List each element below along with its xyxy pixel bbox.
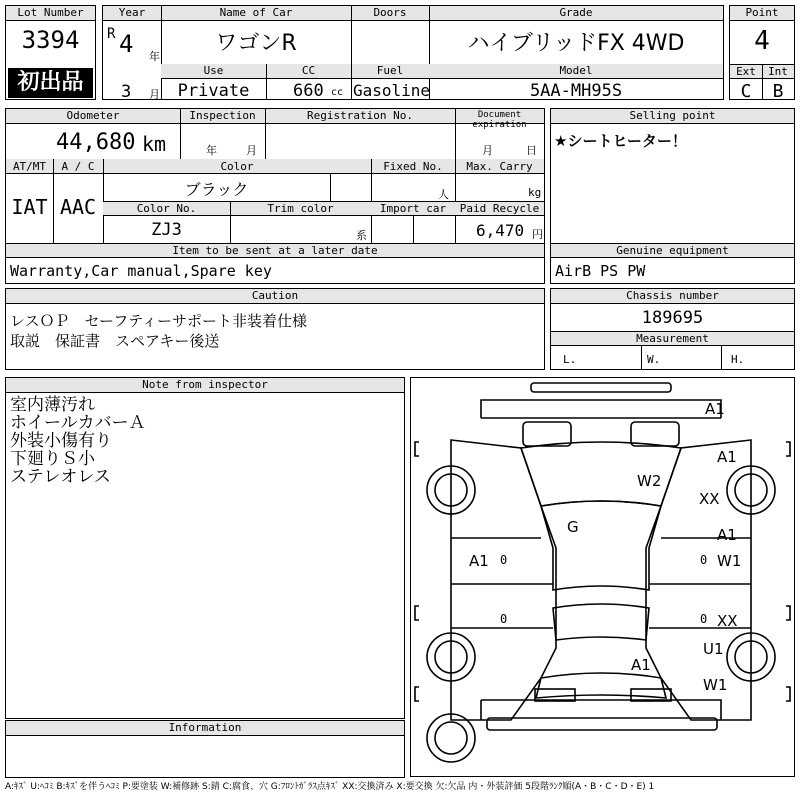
chassis-label: Chassis number: [551, 289, 794, 304]
cc-label: CC: [301, 64, 316, 77]
use-label: Use: [203, 64, 224, 77]
color-no: ZJ3: [151, 220, 182, 240]
car-name-label: Name of Car: [219, 6, 293, 19]
details-box: [5, 108, 545, 284]
mark-right-front-wheel: XX: [699, 490, 720, 508]
inspector-note: ステレオレス: [10, 467, 111, 487]
month-unit: 月: [149, 88, 160, 101]
doc-expiration-label: Document expiration: [472, 110, 527, 130]
fixed-no-unit: 人: [438, 188, 449, 201]
model-label: Model: [559, 64, 593, 77]
model: 5AA-MH95S: [529, 81, 623, 101]
length-label: L.: [563, 353, 577, 366]
later-items: Warranty,Car manual,Spare key: [10, 262, 272, 280]
ac-label: A / C: [61, 160, 95, 173]
fixed-no-label: Fixed No.: [383, 160, 443, 173]
mark-right-front-door: A1: [717, 526, 737, 544]
color: ブラック: [184, 180, 249, 199]
width-label: W.: [647, 353, 661, 366]
use: Private: [177, 81, 250, 101]
trim-unit: 系: [356, 229, 367, 242]
mark-right-rear-door: XX: [717, 612, 738, 630]
vehicle-info-box: [102, 5, 724, 100]
mark-rear-right: W1: [703, 676, 728, 694]
color-label: Color: [220, 160, 254, 173]
genuine-equipment: AirB PS PW: [555, 262, 646, 280]
mark-zero: 0: [500, 612, 508, 626]
max-carry-unit: kg: [528, 186, 542, 199]
year-unit: 年: [149, 50, 160, 63]
inspector-note: 下廻りＳ小: [10, 449, 95, 469]
mark-zero: 0: [700, 553, 708, 567]
ext-grade: C: [740, 81, 752, 102]
year: 4: [119, 30, 134, 58]
caution-line2: 取説 保証書 スペアキー後送: [10, 332, 220, 350]
lot-number-box: [5, 5, 96, 100]
mark-right-rear-fender: U1: [703, 640, 724, 658]
month: 3: [121, 82, 132, 102]
inspector-label: Note from inspector: [6, 378, 404, 393]
odometer-unit: km: [142, 132, 167, 156]
paid-recycle-label: Paid Recycle: [459, 202, 540, 215]
color-no-label: Color No.: [136, 202, 197, 215]
atmt: IAT: [11, 195, 48, 219]
mark-right-front-fender: A1: [717, 448, 737, 466]
paid-recycle: 6,470: [476, 221, 525, 240]
genuine-label: Genuine equipment: [616, 244, 729, 257]
selling-point: ★シートヒーター！: [554, 132, 687, 150]
mark-rear: A1: [631, 656, 651, 674]
car-name: ワゴンR: [215, 31, 297, 56]
atmt-label: AT/MT: [12, 160, 47, 173]
point: 4: [754, 26, 770, 56]
measurement-label: Measurement: [636, 332, 709, 345]
mark-roof: W2: [637, 472, 662, 490]
cc-unit: cc: [331, 87, 344, 98]
chassis-box: [550, 288, 795, 370]
inspection-label: Inspection: [189, 109, 256, 122]
inspector-box: [5, 377, 405, 719]
doc-day-unit: 日: [526, 144, 537, 157]
mark-center-glass: G: [567, 518, 579, 536]
inspector-note: 外装小傷有り: [10, 431, 112, 451]
later-label: Item to be sent at a later date: [172, 244, 378, 257]
import-car-label: Import car: [379, 202, 447, 215]
selling-box: [550, 108, 795, 284]
point-box: [729, 5, 795, 100]
max-carry-label: Max. Carry: [466, 160, 533, 173]
information-box: [5, 720, 405, 778]
grade: ハイブリッドFX 4WD: [467, 31, 685, 56]
mark-zero: 0: [700, 612, 708, 626]
first-listing-badge: 初出品: [8, 68, 93, 98]
inspection-year-unit: 年: [206, 144, 217, 157]
selling-point-label: Selling point: [551, 109, 794, 124]
ext-label: Ext: [736, 65, 756, 78]
odometer-label: Odometer: [66, 109, 120, 122]
int-grade: B: [772, 81, 784, 102]
grade-label: Grade: [559, 6, 593, 19]
chassis-number: 189695: [641, 308, 704, 328]
lot-number-label: Lot Number: [6, 6, 95, 21]
doors-label: Doors: [373, 6, 407, 19]
legend: A:ｷｽﾞ U:ﾍｺﾐ B:ｷｽﾞを伴うﾍｺﾐ P:要塗装 W:補修跡 S:錆 C:腐食、穴 G:ﾌﾛﾝﾄｶﾞﾗｽ点ｷｽﾞ XX:交換済み X:要交換 欠:欠品 内・外装評価 5段階ﾗﾝｸ順(A・B・C・D・E) 1: [5, 782, 655, 792]
mark-left-front-door: A1: [469, 552, 489, 570]
mark-right-front-door-w: W1: [717, 552, 742, 570]
doc-month-unit: 月: [482, 144, 493, 157]
trim-color-label: Trim color: [267, 202, 334, 215]
fuel-label: Fuel: [376, 64, 404, 77]
information-label: Information: [6, 721, 404, 736]
mark-front: A1: [705, 400, 725, 418]
ac: AAC: [59, 195, 97, 219]
caution-line1: レスＯＰ セーフティーサポート非装着仕様: [10, 312, 308, 330]
inspector-note: ホイールカバーＡ: [10, 413, 146, 433]
inspector-note: 室内薄汚れ: [10, 395, 95, 415]
era: R: [107, 26, 116, 42]
damage-diagram: [410, 377, 795, 777]
lot-number: 3394: [21, 26, 80, 54]
caution-box: [5, 288, 545, 370]
paid-recycle-unit: 円: [532, 228, 543, 241]
point-label: Point: [730, 6, 794, 21]
height-label: H.: [731, 353, 745, 366]
caution-label: Caution: [6, 289, 544, 304]
int-label: Int: [768, 65, 788, 78]
inspection-month-unit: 月: [246, 144, 257, 157]
cc: 660: [293, 81, 324, 101]
odometer: 44,680: [56, 130, 136, 155]
year-label: Year: [118, 6, 146, 19]
car-outline: [411, 378, 794, 776]
registration-label: Registration No.: [307, 109, 413, 122]
fuel: Gasoline: [353, 81, 431, 100]
mark-zero: 0: [500, 553, 508, 567]
